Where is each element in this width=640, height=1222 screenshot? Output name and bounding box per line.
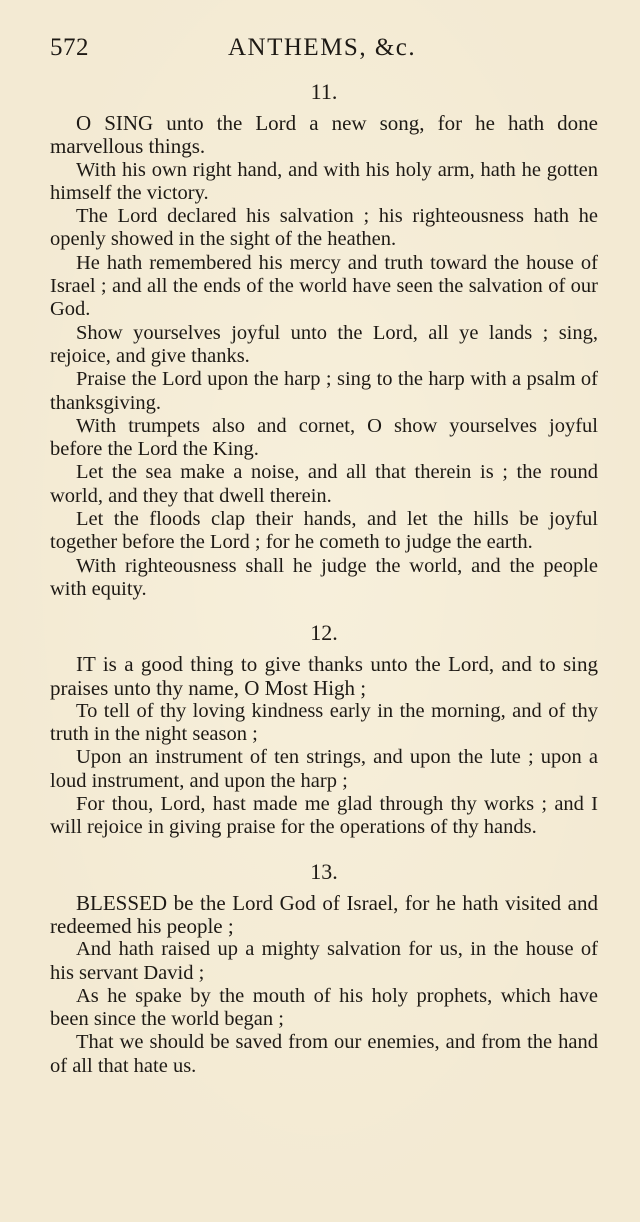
anthem-section xyxy=(50,78,598,601)
verse: Show yourselves joyful unto the Lord, all ye lands ; sing, rejoice, and give thanks. xyxy=(50,321,598,367)
verse: With righteousness shall he judge the world, and the people with equity. xyxy=(50,554,598,600)
page-header xyxy=(50,34,598,70)
verse: With trumpets also and cornet, O show yourselves joyful before the Lord the King. xyxy=(50,414,598,461)
running-head: ANTHEMS, &c. xyxy=(228,34,417,61)
section-gap xyxy=(50,840,598,858)
anthem-section xyxy=(50,858,598,1078)
section-gap xyxy=(50,601,598,619)
section-number: 13. xyxy=(310,858,338,884)
verse: He hath remembered his mercy and truth toward the house of Israel ; and all the ends of the world have seen the salvation of our God. xyxy=(50,251,598,321)
page-number: 572 xyxy=(50,34,89,61)
verse: For thou, Lord, hast made me glad through thy works ; and I will rejoice in giving praise for the operations of thy hands. xyxy=(50,793,598,839)
anthem-section xyxy=(50,619,598,839)
verse: To tell of thy loving kindness early in the morning, and of thy truth in the night season ; xyxy=(50,699,598,746)
verse: Praise the Lord upon the harp ; sing to the harp with a psalm of thanksgiving. xyxy=(50,368,598,414)
verse: The Lord declared his salvation ; his righteousness hath he openly showed in the sight of the heathen. xyxy=(50,205,598,251)
verse: BLESSED be the Lord God of Israel, for he hath visited and redeemed his people ; xyxy=(50,890,598,938)
verse: Let the floods clap their hands, and let the hills be joyful together before the Lord ; for he cometh to judge the earth. xyxy=(50,508,598,554)
verse: IT is a good thing to give thanks unto the Lord, and to sing praises unto thy name, O Most High ; xyxy=(50,652,598,700)
verse: Let the sea make a noise, and all that therein is ; the round world, and they that dwell therein. xyxy=(50,461,598,507)
verse: Upon an instrument of ten strings, and upon the lute ; upon a loud instrument, and upon the harp ; xyxy=(50,746,598,792)
page-content xyxy=(50,78,598,1078)
verse: And hath raised up a mighty salvation for us, in the house of his servant David ; xyxy=(50,938,598,984)
section-number: 12. xyxy=(310,620,338,646)
verse: That we should be saved from our enemies, and from the hand of all that hate us. xyxy=(50,1031,598,1077)
section-number: 11. xyxy=(310,79,338,104)
verse: O SING unto the Lord a new song, for he hath done marvellous things. xyxy=(50,111,598,159)
verse: As he spake by the mouth of his holy prophets, which have been since the world began ; xyxy=(50,984,598,1031)
verse: With his own right hand, and with his holy arm, hath he gotten himself the victory. xyxy=(50,158,598,204)
